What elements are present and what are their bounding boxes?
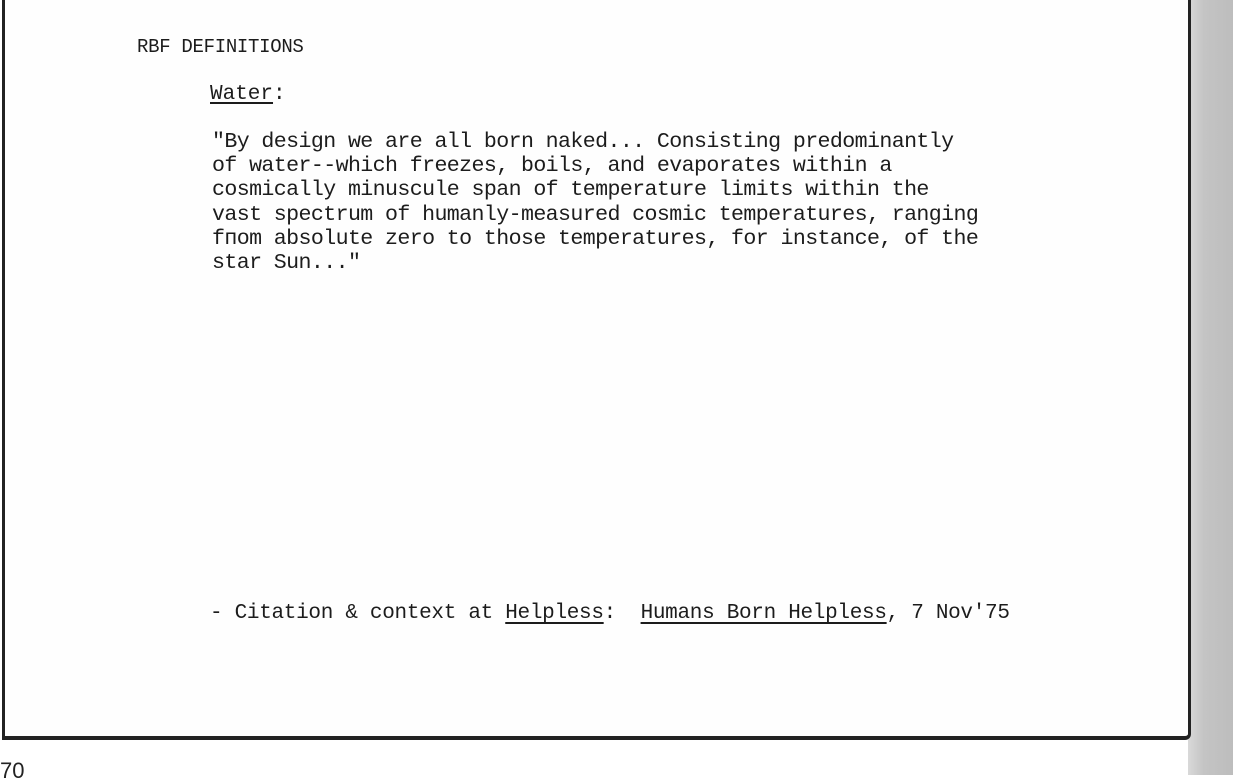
citation-link-humans-born-helpless[interactable]: Humans Born Helpless — [640, 602, 887, 625]
quote-line: fпom absolute zero to those temperatures, for instance, of the — [212, 226, 979, 251]
definition-term — [210, 83, 286, 106]
quote-line: star Sun..." — [212, 251, 361, 276]
quote-line: "By design we are all born naked... Consisting predominantly — [212, 130, 954, 154]
quote-line: cosmically minuscule span of temperature limits within the — [212, 178, 929, 203]
citation-date: , 7 Nov'75 — [886, 602, 1010, 625]
citation-link-helpless[interactable]: Helpless — [505, 602, 604, 625]
section-heading: RBF DEFINITIONS — [137, 36, 304, 58]
term-word: Water — [210, 83, 274, 106]
quote-line: of water--which freezes, boils, and evaporates within a — [212, 154, 892, 179]
citation-line — [210, 602, 1010, 625]
page-number: 70 — [0, 758, 25, 783]
definition-card — [2, 0, 1191, 740]
scan-edge-shading — [1188, 0, 1233, 775]
citation-separator: : — [603, 602, 641, 625]
citation-prefix: - Citation & context at — [210, 602, 506, 625]
definition-quote — [212, 130, 1112, 275]
term-colon: : — [273, 83, 286, 106]
quote-line: vast spectrum of humanly-measured cosmic temperatures, ranging — [212, 202, 979, 227]
